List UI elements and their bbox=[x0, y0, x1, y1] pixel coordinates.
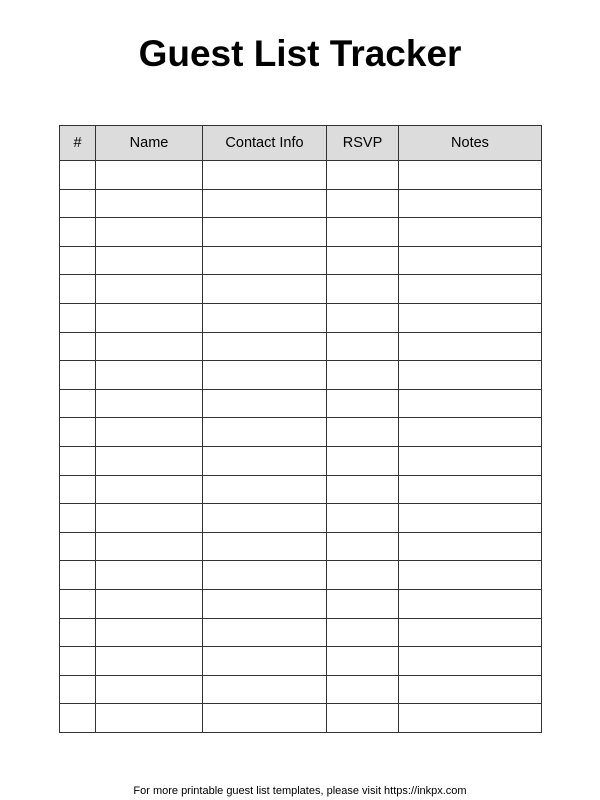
cell-name bbox=[96, 618, 203, 647]
cell-name bbox=[96, 161, 203, 190]
cell-rsvp bbox=[327, 532, 399, 561]
cell-rsvp bbox=[327, 189, 399, 218]
cell-contact-info bbox=[203, 332, 327, 361]
table-header-row bbox=[60, 126, 542, 161]
cell-notes bbox=[399, 561, 542, 590]
cell-notes bbox=[399, 532, 542, 561]
table-row bbox=[60, 389, 542, 418]
table-row bbox=[60, 332, 542, 361]
cell-notes bbox=[399, 418, 542, 447]
cell-notes bbox=[399, 389, 542, 418]
header-number: # bbox=[60, 126, 96, 161]
cell-notes bbox=[399, 647, 542, 676]
table-row bbox=[60, 589, 542, 618]
cell-number bbox=[60, 504, 96, 533]
cell-notes bbox=[399, 332, 542, 361]
cell-rsvp bbox=[327, 504, 399, 533]
cell-name bbox=[96, 246, 203, 275]
cell-notes bbox=[399, 446, 542, 475]
cell-notes bbox=[399, 275, 542, 304]
cell-number bbox=[60, 161, 96, 190]
cell-name bbox=[96, 418, 203, 447]
cell-contact-info bbox=[203, 389, 327, 418]
cell-contact-info bbox=[203, 418, 327, 447]
cell-name bbox=[96, 647, 203, 676]
cell-rsvp bbox=[327, 446, 399, 475]
cell-number bbox=[60, 361, 96, 390]
cell-rsvp bbox=[327, 161, 399, 190]
cell-number bbox=[60, 189, 96, 218]
cell-number bbox=[60, 332, 96, 361]
page-title: Guest List Tracker bbox=[138, 33, 462, 74]
cell-number bbox=[60, 647, 96, 676]
cell-contact-info bbox=[203, 704, 327, 733]
table-row bbox=[60, 504, 542, 533]
cell-notes bbox=[399, 504, 542, 533]
cell-contact-info bbox=[203, 361, 327, 390]
cell-rsvp bbox=[327, 275, 399, 304]
cell-rsvp bbox=[327, 647, 399, 676]
table-row bbox=[60, 475, 542, 504]
guest-list-table bbox=[59, 125, 542, 733]
cell-contact-info bbox=[203, 189, 327, 218]
cell-notes bbox=[399, 189, 542, 218]
cell-name bbox=[96, 675, 203, 704]
table-row bbox=[60, 618, 542, 647]
table-row bbox=[60, 704, 542, 733]
cell-name bbox=[96, 189, 203, 218]
cell-name bbox=[96, 561, 203, 590]
footer-note: For more printable guest list templates, please visit https://inkpx.com bbox=[133, 785, 467, 797]
cell-name bbox=[96, 504, 203, 533]
cell-contact-info bbox=[203, 446, 327, 475]
cell-contact-info bbox=[203, 532, 327, 561]
cell-rsvp bbox=[327, 675, 399, 704]
cell-number bbox=[60, 475, 96, 504]
header-rsvp: RSVP bbox=[327, 126, 399, 161]
header-notes: Notes bbox=[399, 126, 542, 161]
cell-rsvp bbox=[327, 475, 399, 504]
cell-notes bbox=[399, 218, 542, 247]
cell-name bbox=[96, 589, 203, 618]
table-row bbox=[60, 446, 542, 475]
cell-contact-info bbox=[203, 561, 327, 590]
cell-number bbox=[60, 532, 96, 561]
cell-contact-info bbox=[203, 161, 327, 190]
cell-name bbox=[96, 275, 203, 304]
cell-notes bbox=[399, 618, 542, 647]
cell-number bbox=[60, 389, 96, 418]
cell-number bbox=[60, 303, 96, 332]
table-row bbox=[60, 532, 542, 561]
cell-rsvp bbox=[327, 704, 399, 733]
cell-contact-info bbox=[203, 246, 327, 275]
table-row bbox=[60, 561, 542, 590]
cell-name bbox=[96, 218, 203, 247]
table-row bbox=[60, 675, 542, 704]
table-row bbox=[60, 275, 542, 304]
cell-number bbox=[60, 246, 96, 275]
table-row bbox=[60, 303, 542, 332]
cell-name bbox=[96, 446, 203, 475]
cell-number bbox=[60, 418, 96, 447]
table-body bbox=[60, 161, 542, 733]
cell-rsvp bbox=[327, 589, 399, 618]
cell-notes bbox=[399, 704, 542, 733]
cell-name bbox=[96, 303, 203, 332]
table-row bbox=[60, 189, 542, 218]
cell-number bbox=[60, 275, 96, 304]
cell-notes bbox=[399, 475, 542, 504]
cell-rsvp bbox=[327, 303, 399, 332]
cell-rsvp bbox=[327, 246, 399, 275]
cell-number bbox=[60, 589, 96, 618]
cell-notes bbox=[399, 246, 542, 275]
cell-name bbox=[96, 361, 203, 390]
header-contact-info: Contact Info bbox=[203, 126, 327, 161]
cell-contact-info bbox=[203, 504, 327, 533]
cell-number bbox=[60, 446, 96, 475]
cell-number bbox=[60, 218, 96, 247]
cell-notes bbox=[399, 161, 542, 190]
cell-name bbox=[96, 332, 203, 361]
cell-contact-info bbox=[203, 303, 327, 332]
table-row bbox=[60, 161, 542, 190]
cell-name bbox=[96, 475, 203, 504]
cell-notes bbox=[399, 361, 542, 390]
cell-rsvp bbox=[327, 618, 399, 647]
cell-contact-info bbox=[203, 475, 327, 504]
cell-rsvp bbox=[327, 389, 399, 418]
table-row bbox=[60, 246, 542, 275]
cell-notes bbox=[399, 675, 542, 704]
cell-contact-info bbox=[203, 589, 327, 618]
cell-name bbox=[96, 389, 203, 418]
cell-rsvp bbox=[327, 561, 399, 590]
table-row bbox=[60, 218, 542, 247]
cell-contact-info bbox=[203, 218, 327, 247]
cell-contact-info bbox=[203, 618, 327, 647]
cell-number bbox=[60, 675, 96, 704]
cell-number bbox=[60, 618, 96, 647]
cell-contact-info bbox=[203, 647, 327, 676]
header-name: Name bbox=[96, 126, 203, 161]
cell-notes bbox=[399, 589, 542, 618]
table-row bbox=[60, 361, 542, 390]
cell-contact-info bbox=[203, 675, 327, 704]
cell-name bbox=[96, 532, 203, 561]
cell-rsvp bbox=[327, 361, 399, 390]
cell-name bbox=[96, 704, 203, 733]
cell-rsvp bbox=[327, 218, 399, 247]
cell-number bbox=[60, 704, 96, 733]
cell-contact-info bbox=[203, 275, 327, 304]
cell-notes bbox=[399, 303, 542, 332]
cell-rsvp bbox=[327, 418, 399, 447]
cell-rsvp bbox=[327, 332, 399, 361]
table-row bbox=[60, 647, 542, 676]
table-row bbox=[60, 418, 542, 447]
cell-number bbox=[60, 561, 96, 590]
